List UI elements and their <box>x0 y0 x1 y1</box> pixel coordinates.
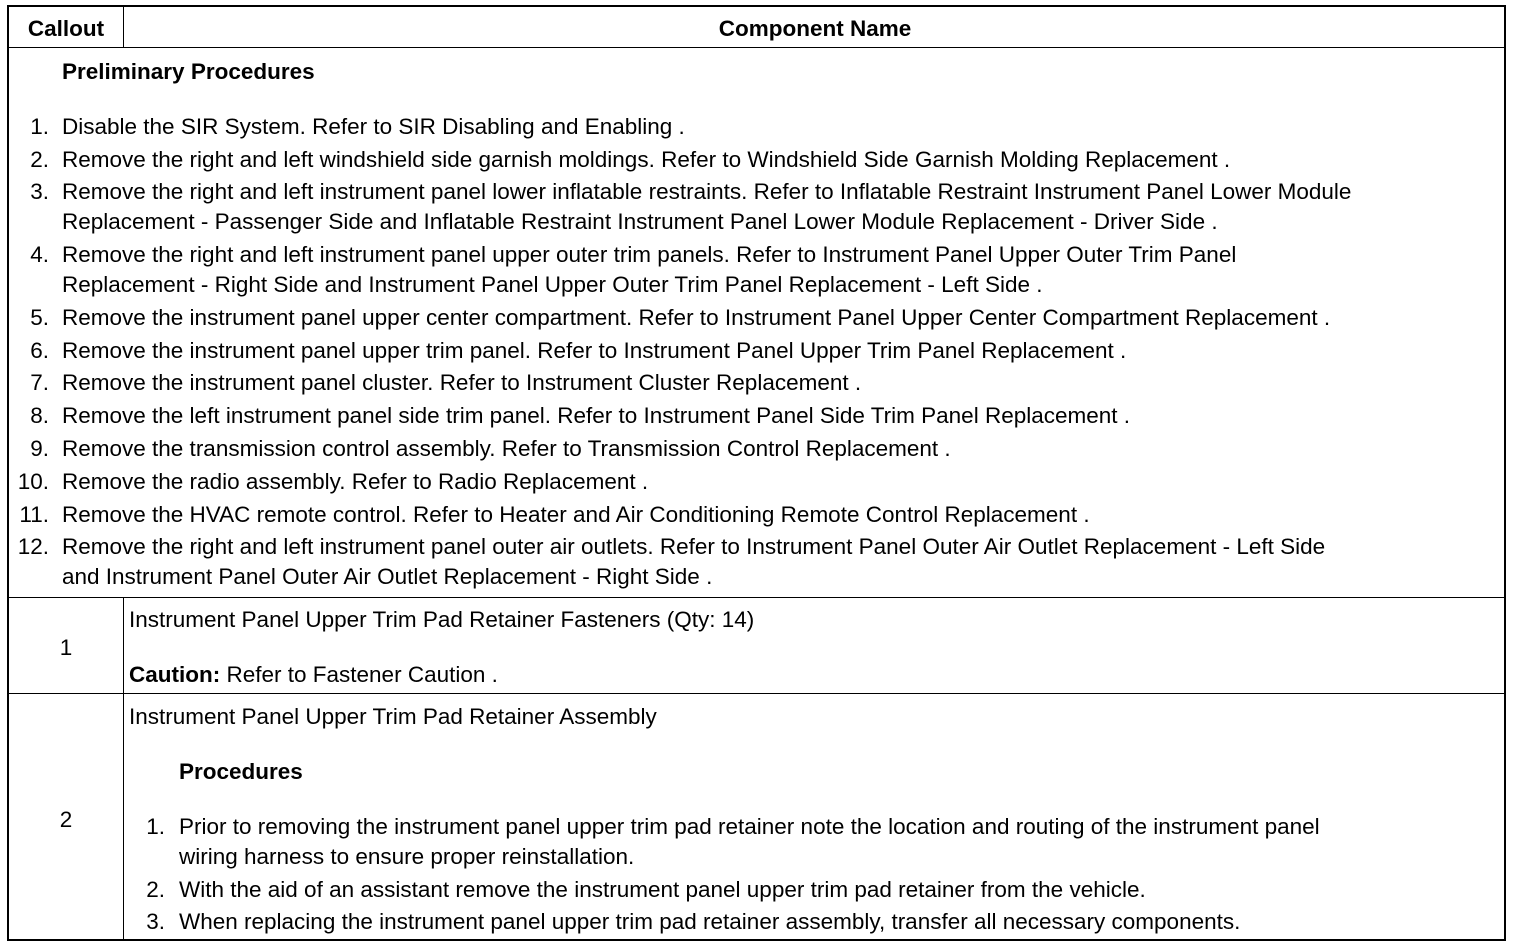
step-number: 9. <box>30 436 49 461</box>
step-number: 7. <box>30 370 49 395</box>
step-text: Remove the instrument panel cluster. Refer to Instrument Cluster Replacement . <box>62 370 862 395</box>
step-number: 2. <box>146 877 165 902</box>
step-number: 10. <box>17 469 49 494</box>
step-number: 8. <box>30 403 49 428</box>
preliminary-title: Preliminary Procedures <box>62 59 315 84</box>
step-text: Remove the HVAC remote control. Refer to Heater and Air Conditioning Remote Control Replacement . <box>62 502 1090 527</box>
step-number: 12. <box>17 534 49 559</box>
step-number: 11. <box>19 502 49 527</box>
step-text: When replacing the instrument panel upper trim pad retainer assembly, transfer all necessary components. <box>179 909 1241 934</box>
step-text: Remove the radio assembly. Refer to Radio Replacement . <box>62 469 649 494</box>
step-number: 2. <box>30 147 49 172</box>
step-number: 1. <box>146 814 165 839</box>
step-number: 4. <box>30 242 49 267</box>
step-text: Remove the instrument panel upper trim panel. Refer to Instrument Panel Upper Trim Panel Replacement . <box>62 338 1127 363</box>
step-number: 3. <box>30 179 49 204</box>
row-1-component-name: Instrument Panel Upper Trim Pad Retainer Fasteners (Qty: 14) <box>129 607 755 632</box>
step-number: 6. <box>30 338 49 363</box>
caution-text: Refer to Fastener Caution . <box>220 662 498 687</box>
header-divider <box>9 47 1504 48</box>
step-number: 5. <box>30 305 49 330</box>
row-1-callout: 1 <box>59 635 73 660</box>
step-text: Disable the SIR System. Refer to SIR Disabling and Enabling . <box>62 114 685 139</box>
row-2-callout: 2 <box>59 807 73 832</box>
row-2-procedures-title: Procedures <box>179 759 303 784</box>
row-2-component-name: Instrument Panel Upper Trim Pad Retainer Assembly <box>129 704 657 729</box>
step-text: Remove the right and left instrument panel upper outer trim panels. Refer to Instrument Panel Upper Outer Trim Panel <box>62 242 1237 267</box>
header-component-name: Component Name <box>718 16 912 41</box>
row-1-caution <box>129 659 498 690</box>
step-text: Prior to removing the instrument panel upper trim pad retainer note the location and routing of the instrument panel <box>179 814 1320 839</box>
step-text: With the aid of an assistant remove the instrument panel upper trim pad retainer from the vehicle. <box>179 877 1146 902</box>
step-text: Remove the instrument panel upper center compartment. Refer to Instrument Panel Upper Center Compartment Replacement . <box>62 305 1331 330</box>
caution-label: Caution: <box>129 662 221 687</box>
step-number: 1. <box>30 114 49 139</box>
step-text: Remove the right and left instrument panel outer air outlets. Refer to Instrument Panel Outer Air Outlet Replacement - Left Side <box>62 534 1326 559</box>
step-text: Remove the right and left windshield side garnish moldings. Refer to Windshield Side Garnish Molding Replacement . <box>62 147 1231 172</box>
step-text: Remove the right and left instrument panel lower inflatable restraints. Refer to Inflatable Restraint Instrument Panel Lower Module <box>62 179 1352 204</box>
preliminary-divider <box>9 597 1504 598</box>
header-callout: Callout <box>27 16 105 41</box>
step-text: Remove the transmission control assembly. Refer to Transmission Control Replacement . <box>62 436 951 461</box>
step-text: Remove the left instrument panel side trim panel. Refer to Instrument Panel Side Trim Panel Replacement . <box>62 403 1131 428</box>
step-text: and Instrument Panel Outer Air Outlet Replacement - Right Side . <box>62 564 713 589</box>
step-text: wiring harness to ensure proper reinstallation. <box>179 844 635 869</box>
step-text: Replacement - Right Side and Instrument Panel Upper Outer Trim Panel Replacement - Left Side . <box>62 272 1043 297</box>
step-number: 3. <box>146 909 165 934</box>
procedure-table <box>7 5 1506 941</box>
step-text: Replacement - Passenger Side and Inflatable Restraint Instrument Panel Lower Module Replacement - Driver Side . <box>62 209 1218 234</box>
row-1-divider <box>9 693 1504 694</box>
